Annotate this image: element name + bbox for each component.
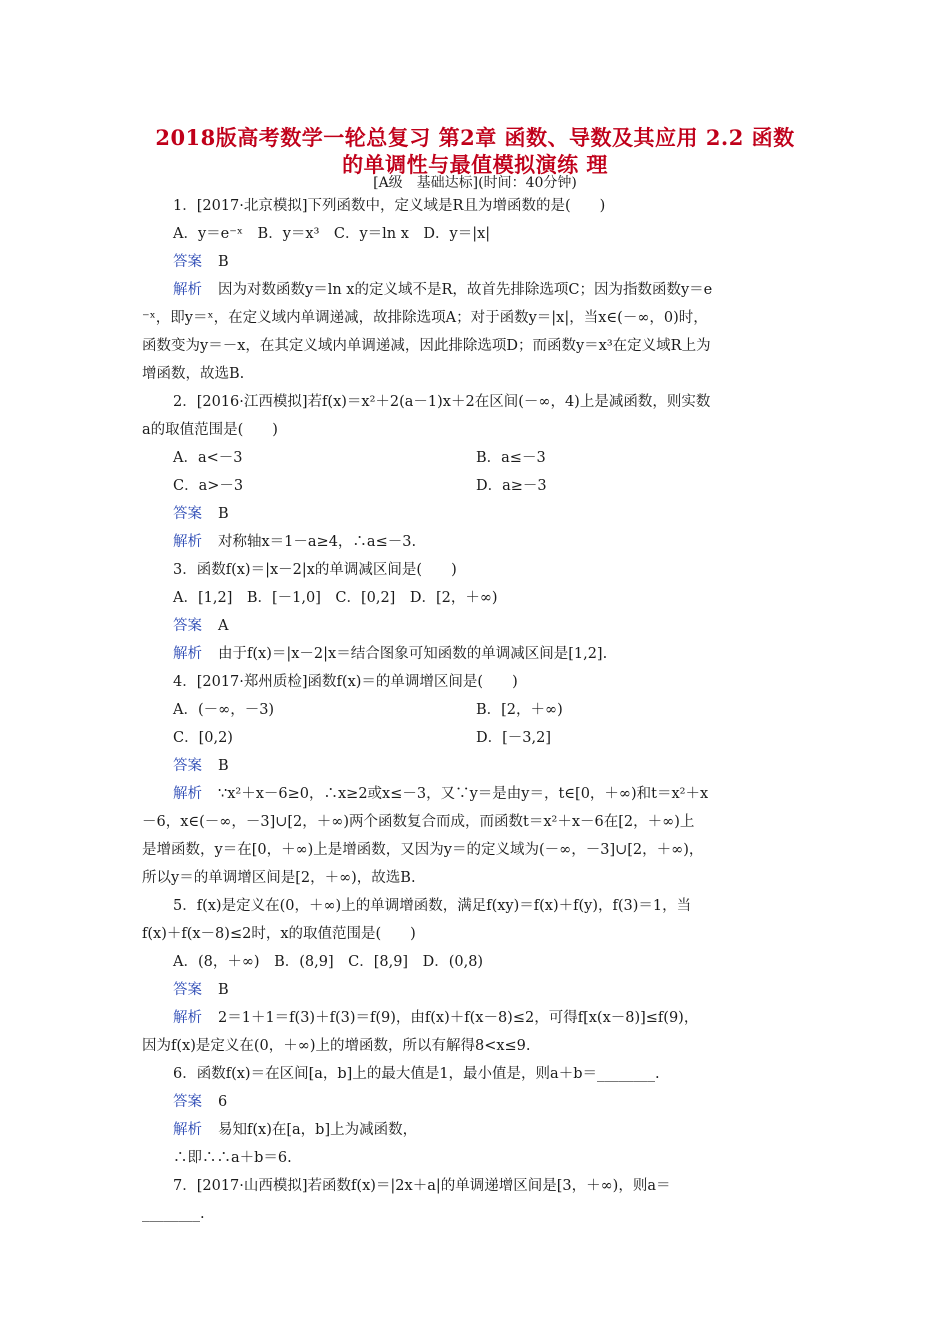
q4-options-row-2	[142, 724, 810, 752]
q2-explain	[142, 528, 810, 556]
q4-answer	[142, 752, 810, 780]
q3-answer	[142, 612, 810, 640]
q5-answer-value: B	[218, 982, 229, 998]
q1-explain-line-1	[142, 276, 810, 304]
q1-explain-line-2: ⁻ˣ，即y＝ˣ，在定义域内单调递减，故排除选项A；对于函数y＝|x|，当x∈(－∞，0)时，	[142, 310, 708, 326]
answer-label: 答案	[173, 758, 202, 774]
q4-explain-text-1: ∵x²＋x－6≥0，∴x≥2或x≤－3，又∵y＝是由y＝，t∈[0，＋∞)和t＝x²＋x	[218, 786, 709, 802]
question-list	[142, 192, 810, 1228]
q3-answer-value: A	[218, 618, 229, 634]
explain-label: 解析	[173, 786, 202, 802]
q1-explain-line-3: 函数变为y＝－x，在其定义域内单调递减，因此排除选项D；而函数y＝x³在定义域R上为	[142, 338, 711, 354]
q3-explain-text: 由于f(x)＝|x－2|x＝结合图象可知函数的单调减区间是[1,2].	[218, 646, 608, 662]
q4-option-c: C．[0,2)	[173, 730, 233, 746]
q2-option-d: D．a≥－3	[476, 478, 547, 494]
q4-stem: 4．[2017·郑州质检]函数f(x)＝的单调增区间是( )	[173, 674, 518, 690]
q4-answer-value: B	[218, 758, 229, 774]
q1-explain-line-4: 增函数，故选B.	[142, 366, 245, 382]
q4-option-d: D．[－3,2]	[476, 730, 551, 746]
explain-label: 解析	[173, 646, 202, 662]
answer-label: 答案	[173, 618, 202, 634]
answer-label: 答案	[173, 1094, 202, 1110]
q4-option-a: A．(－∞，－3)	[173, 702, 275, 718]
q1-answer	[142, 248, 810, 276]
q6-stem: 6．函数f(x)＝在区间[a，b]上的最大值是1，最小值是，则a＋b＝________.	[173, 1066, 660, 1082]
q3-options: A．[1,2] B．[－1,0] C．[0,2] D．[2，＋∞)	[173, 590, 498, 606]
q2-stem-line-1: 2．[2016·江西模拟]若f(x)＝x²＋2(a－1)x＋2在区间(－∞，4)上是减函数，则实数	[173, 394, 711, 410]
q6-explain-line-2: ∴即∴∴a＋b＝6.	[173, 1150, 292, 1166]
answer-label: 答案	[173, 982, 202, 998]
q5-explain-line-1	[142, 1004, 810, 1032]
document-title	[120, 124, 830, 178]
q4-explain-line-2: －6，x∈(－∞，－3]∪[2，＋∞)两个函数复合而成，而函数t＝x²＋x－6在[2，＋∞)上	[142, 814, 695, 830]
explain-label: 解析	[173, 1122, 202, 1138]
answer-label: 答案	[173, 506, 202, 522]
q2-option-a: A．a<－3	[173, 450, 243, 466]
explain-label: 解析	[173, 1010, 202, 1026]
q6-answer-value: 6	[218, 1094, 228, 1110]
q1-answer-value: B	[218, 254, 229, 270]
q2-option-b: B．a≤－3	[476, 450, 546, 466]
q4-option-b: B．[2，＋∞)	[476, 702, 563, 718]
answer-label: 答案	[173, 254, 202, 270]
q1-explain-text-1: 因为对数函数y＝ln x的定义域不是R，故首先排除选项C；因为指数函数y＝e	[218, 282, 713, 298]
q2-option-c: C．a>－3	[173, 478, 244, 494]
q5-stem-line-1: 5．f(x)是定义在(0，＋∞)上的单调增函数，满足f(xy)＝f(x)＋f(y)，f(3)＝1，当	[173, 898, 692, 914]
q4-options-row-1	[142, 696, 810, 724]
q6-explain-line-1	[142, 1116, 810, 1144]
q2-answer	[142, 500, 810, 528]
q5-explain-line-2: 因为f(x)是定义在(0，＋∞)上的增函数，所以有解得8<x≤9.	[142, 1038, 531, 1054]
q4-explain-line-4: 所以y＝的单调增区间是[2，＋∞)，故选B.	[142, 870, 416, 886]
section-subtitle: [A级 基础达标](时间：40分钟)	[373, 175, 577, 191]
q3-explain	[142, 640, 810, 668]
q2-explain-text: 对称轴x＝1－a≥4，∴a≤－3.	[218, 534, 417, 550]
explain-label: 解析	[173, 282, 202, 298]
q6-answer	[142, 1088, 810, 1116]
q5-answer	[142, 976, 810, 1004]
q2-answer-value: B	[218, 506, 229, 522]
q5-stem-line-2: f(x)＋f(x－8)≤2时，x的取值范围是( )	[142, 926, 416, 942]
explain-label: 解析	[173, 534, 202, 550]
q6-explain-text-1: 易知f(x)在[a，b]上为减函数，	[218, 1122, 418, 1138]
q2-options-row-2	[142, 472, 810, 500]
q5-options: A．(8，＋∞) B．(8,9] C．[8,9] D．(0,8)	[173, 954, 484, 970]
q4-explain-line-1	[142, 780, 810, 808]
q2-options-row-1	[142, 444, 810, 472]
title-line-1: 2018版高考数学一轮总复习 第2章 函数、导数及其应用 2.2 函数	[155, 125, 795, 150]
q2-stem-line-2: a的取值范围是( )	[142, 422, 278, 438]
q1-stem: 1．[2017·北京模拟]下列函数中，定义域是R且为增函数的是( )	[173, 198, 606, 214]
title-line-2: 的单调性与最值模拟演练 理	[342, 152, 608, 177]
q1-options: A．y＝e⁻ˣ B．y＝x³ C．y＝ln x D．y＝|x|	[173, 226, 491, 242]
q7-stem-line-2: ________.	[142, 1206, 205, 1222]
q5-explain-text-1: 2＝1＋1＝f(3)＋f(3)＝f(9)，由f(x)＋f(x－8)≤2，可得f[x(x－8)]≤f(9)，	[218, 1010, 699, 1026]
q4-explain-line-3: 是增函数，y＝在[0，＋∞)上是增函数，又因为y＝的定义域为(－∞，－3]∪[2，＋∞)，	[142, 842, 704, 858]
q3-stem: 3．函数f(x)＝|x－2|x的单调减区间是( )	[173, 562, 457, 578]
q7-stem-line-1: 7．[2017·山西模拟]若函数f(x)＝|2x＋a|的单调递增区间是[3，＋∞)，则a＝	[173, 1178, 671, 1194]
